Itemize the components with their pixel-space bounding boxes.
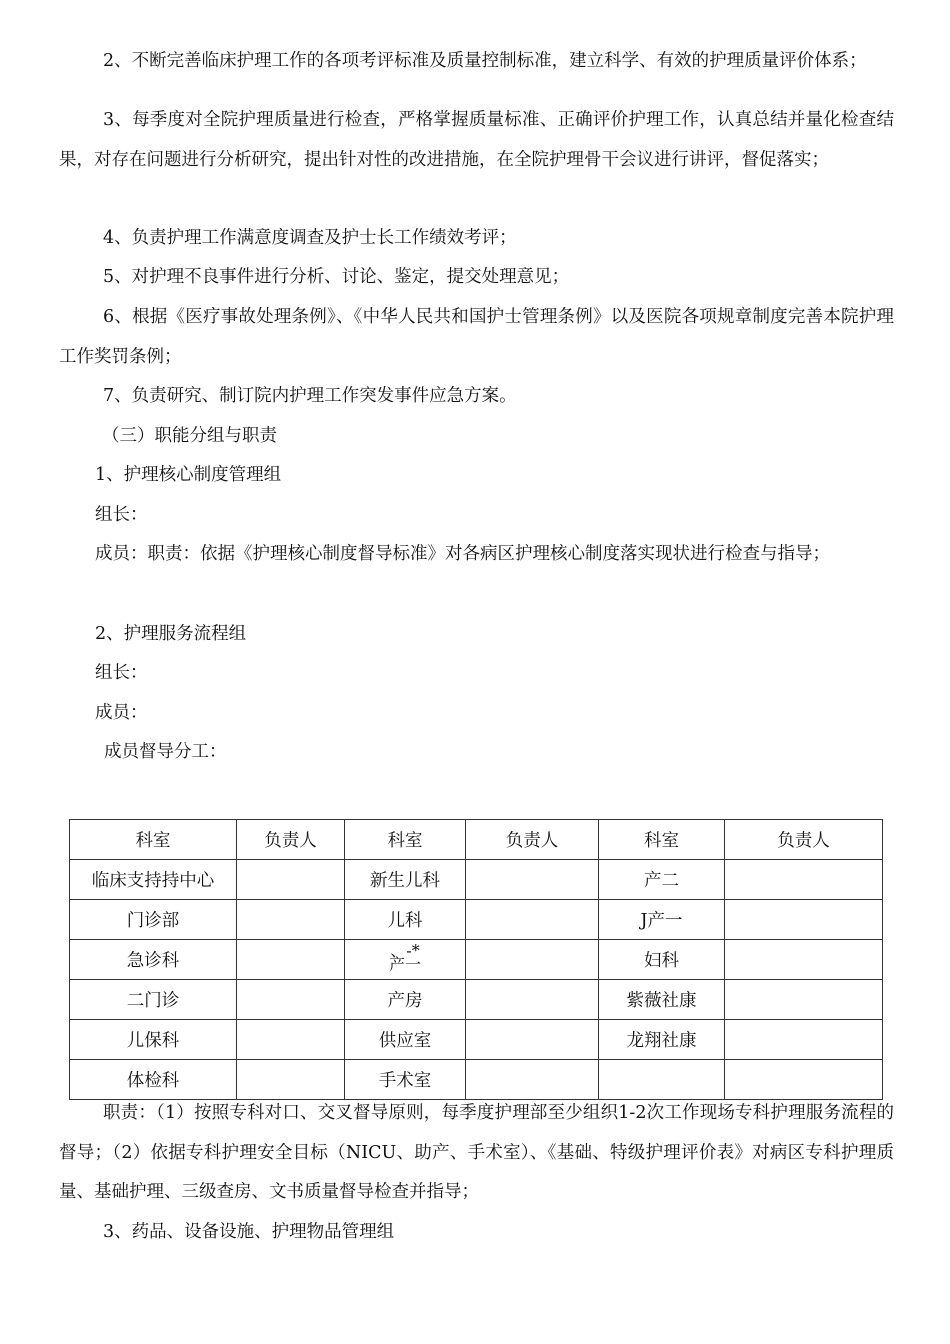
table-row — [70, 900, 883, 940]
table-cell — [466, 860, 599, 900]
group-2-division-label: 成员督导分工： — [104, 742, 227, 762]
header-person-3: 负责人 — [725, 820, 883, 860]
table-cell — [237, 980, 345, 1020]
table-row — [70, 940, 883, 980]
table-cell: 手术室 — [345, 1060, 466, 1100]
table-cell — [725, 940, 883, 980]
header-person-1: 负责人 — [237, 820, 345, 860]
paragraph-item-5: 5、对护理不良事件进行分析、讨论、鉴定，提交处理意见； — [103, 267, 570, 287]
table-cell — [237, 940, 345, 980]
table-cell — [466, 900, 599, 940]
garbled-line-1: 、-* — [390, 941, 420, 960]
table-row — [70, 860, 883, 900]
garbled-cell-text — [388, 941, 421, 974]
table-cell: 供应室 — [345, 1020, 466, 1060]
group-2-members: 成员： — [95, 703, 148, 723]
group-1-title: 1、护理核心制度管理组 — [95, 465, 282, 485]
table-cell — [237, 900, 345, 940]
table-cell: J产一 — [599, 900, 725, 940]
table-row — [70, 980, 883, 1020]
table-row — [70, 1020, 883, 1060]
garbled-line-2: 产一 — [388, 955, 421, 974]
header-person-2: 负责人 — [466, 820, 599, 860]
header-department-1: 科室 — [70, 820, 237, 860]
group-2-title: 2、护理服务流程组 — [95, 624, 247, 644]
paragraph-item-3: 3、每季度对全院护理质量进行检查，严格掌握质量标准、正确评价护理工作，认真总结并量化检查结果，对存在问题进行分析研究，提出针对性的改进措施，在全院护理骨干会议进行讲评，督促落实； — [59, 110, 894, 170]
group-3-title: 3、药品、设备设施、护理物品管理组 — [103, 1222, 395, 1242]
group-2-duties: 职责：（1）按照专科对口、交叉督导原则，每季度护理部至少组织1-2次工作现场专科护理服务流程的督导；（2）依据专科护理安全目标（NICU、助产、手术室）、《基础、特级护理评价表》对病区专科护理质量、基础护理、三级查房、文书质量督导检查并指导； — [59, 1103, 894, 1202]
table-cell: 体检科 — [70, 1060, 237, 1100]
supervision-table — [69, 819, 883, 1100]
group-1-members: 成员：职责：依据《护理核心制度督导标准》对各病区护理核心制度落实现状进行检查与指导； — [95, 544, 830, 564]
table-cell-garbled — [345, 940, 466, 980]
table-cell — [466, 940, 599, 980]
table-cell: 妇科 — [599, 940, 725, 980]
header-department-3: 科室 — [599, 820, 725, 860]
table-cell: 临床支持持中心 — [70, 860, 237, 900]
section-heading-3: （三）职能分组与职责 — [102, 426, 277, 446]
table-cell: 龙翔社康 — [599, 1020, 725, 1060]
table-cell — [725, 980, 883, 1020]
table-cell: 二门诊 — [70, 980, 237, 1020]
table-cell — [466, 1020, 599, 1060]
table-cell: 急诊科 — [70, 940, 237, 980]
paragraph-item-7: 7、负责研究、制订院内护理工作突发事件应急方案。 — [103, 386, 517, 406]
paragraph-item-6: 6、根据《医疗事故处理条例》、《中华人民共和国护士管理条例》以及医院各项规章制度完善本院护理工作奖罚条例； — [59, 307, 894, 367]
table-cell — [237, 1020, 345, 1060]
table-header-row — [70, 820, 883, 860]
table-cell: 紫薇社康 — [599, 980, 725, 1020]
group-1-leader: 组长： — [95, 505, 148, 525]
table-cell — [237, 860, 345, 900]
table-cell: 儿科 — [345, 900, 466, 940]
table-cell — [466, 980, 599, 1020]
table-cell: 新生儿科 — [345, 860, 466, 900]
table-cell — [725, 1020, 883, 1060]
table-cell: 产二 — [599, 860, 725, 900]
paragraph-item-4: 4、负责护理工作满意度调查及护士长工作绩效考评； — [103, 228, 517, 248]
table-cell: 产房 — [345, 980, 466, 1020]
header-department-2: 科室 — [345, 820, 466, 860]
table-cell: 儿保科 — [70, 1020, 237, 1060]
group-2-leader: 组长： — [95, 663, 148, 683]
paragraph-item-2: 2、不断完善临床护理工作的各项考评标准及质量控制标准，建立科学、有效的护理质量评价体系； — [103, 51, 867, 71]
table-cell: 门诊部 — [70, 900, 237, 940]
table-cell — [725, 860, 883, 900]
table-cell — [725, 900, 883, 940]
